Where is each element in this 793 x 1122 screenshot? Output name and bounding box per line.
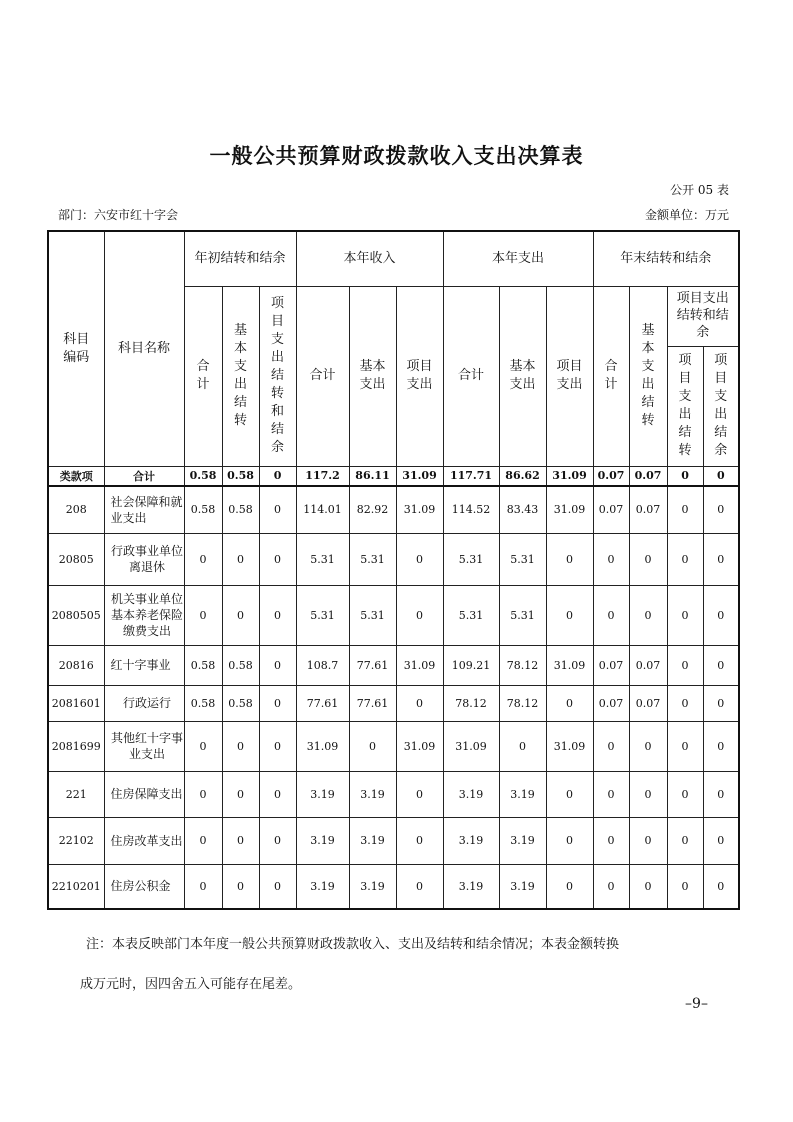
cell: 0 bbox=[546, 685, 593, 721]
cell: 3.19 bbox=[296, 864, 349, 909]
row-name: 行政运行 bbox=[104, 685, 184, 721]
cell: 31.09 bbox=[396, 645, 443, 685]
cell: 0.58 bbox=[184, 486, 222, 533]
cell: 0 bbox=[184, 585, 222, 645]
header-begin-total: 合计 bbox=[184, 286, 222, 466]
summary-code: 类款项 bbox=[48, 466, 104, 486]
cell: 0 bbox=[546, 533, 593, 585]
cell: 0 bbox=[222, 533, 259, 585]
row-name: 行政事业单位离退休 bbox=[104, 533, 184, 585]
cell: 86.62 bbox=[499, 466, 546, 486]
cell: 0 bbox=[546, 864, 593, 909]
table-row bbox=[48, 685, 739, 721]
cell: 0 bbox=[629, 771, 667, 817]
cell: 0 bbox=[259, 533, 296, 585]
row-name: 住房公积金 bbox=[104, 864, 184, 909]
cell: 77.61 bbox=[349, 645, 396, 685]
cell: 0 bbox=[396, 771, 443, 817]
cell: 0.07 bbox=[593, 486, 629, 533]
header-begin-project: 项目支出结转和结余 bbox=[259, 286, 296, 466]
cell: 114.01 bbox=[296, 486, 349, 533]
cell: 0.07 bbox=[629, 486, 667, 533]
cell: 77.61 bbox=[349, 685, 396, 721]
cell: 117.2 bbox=[296, 466, 349, 486]
cell: 0 bbox=[593, 585, 629, 645]
cell: 0.58 bbox=[184, 645, 222, 685]
footnote bbox=[80, 925, 726, 1005]
cell: 86.11 bbox=[349, 466, 396, 486]
cell: 0 bbox=[546, 771, 593, 817]
cell: 3.19 bbox=[349, 817, 396, 864]
cell: 0 bbox=[546, 817, 593, 864]
summary-name: 合计 bbox=[104, 466, 184, 486]
header-group-expense: 本年支出 bbox=[443, 231, 593, 286]
cell: 0 bbox=[667, 771, 703, 817]
cell: 0.07 bbox=[593, 645, 629, 685]
cell: 31.09 bbox=[546, 645, 593, 685]
row-name: 社会保障和就业支出 bbox=[104, 486, 184, 533]
cell: 0 bbox=[499, 721, 546, 771]
cell: 0 bbox=[703, 771, 739, 817]
cell: 5.31 bbox=[443, 585, 499, 645]
table-row bbox=[48, 585, 739, 645]
row-name: 住房保障支出 bbox=[104, 771, 184, 817]
cell: 0 bbox=[184, 533, 222, 585]
cell: 0 bbox=[396, 817, 443, 864]
cell: 31.09 bbox=[546, 486, 593, 533]
cell: 0 bbox=[667, 466, 703, 486]
cell: 31.09 bbox=[546, 466, 593, 486]
header-expense-total: 合计 bbox=[443, 286, 499, 466]
header-end-basic-carry: 基本支出结转 bbox=[629, 286, 667, 466]
cell: 0 bbox=[667, 817, 703, 864]
row-code: 208 bbox=[48, 486, 104, 533]
cell: 0.58 bbox=[222, 486, 259, 533]
row-name: 红十字事业 bbox=[104, 645, 184, 685]
cell: 0 bbox=[629, 864, 667, 909]
cell: 82.92 bbox=[349, 486, 396, 533]
cell: 3.19 bbox=[499, 771, 546, 817]
cell: 108.7 bbox=[296, 645, 349, 685]
header-group-income: 本年收入 bbox=[296, 231, 443, 286]
cell: 0 bbox=[259, 685, 296, 721]
cell: 0.58 bbox=[184, 685, 222, 721]
header-end-total: 合计 bbox=[593, 286, 629, 466]
cell: 0 bbox=[667, 645, 703, 685]
cell: 0.07 bbox=[629, 466, 667, 486]
page-title: 一般公共预算财政拨款收入支出决算表 bbox=[209, 144, 584, 168]
cell: 5.31 bbox=[349, 585, 396, 645]
cell: 0 bbox=[703, 721, 739, 771]
cell: 0 bbox=[222, 817, 259, 864]
table-row bbox=[48, 486, 739, 533]
cell: 0 bbox=[629, 585, 667, 645]
cell: 0 bbox=[259, 486, 296, 533]
cell: 78.12 bbox=[499, 685, 546, 721]
cell: 5.31 bbox=[296, 585, 349, 645]
header-name: 科目名称 bbox=[104, 231, 184, 466]
cell: 0 bbox=[703, 645, 739, 685]
cell: 0.58 bbox=[222, 645, 259, 685]
cell: 0 bbox=[396, 533, 443, 585]
budget-table bbox=[47, 230, 740, 910]
cell: 0 bbox=[259, 864, 296, 909]
row-code: 2081601 bbox=[48, 685, 104, 721]
row-name: 其他红十字事业支出 bbox=[104, 721, 184, 771]
cell: 0 bbox=[396, 685, 443, 721]
cell: 0.58 bbox=[222, 466, 259, 486]
cell: 3.19 bbox=[296, 771, 349, 817]
cell: 0 bbox=[593, 864, 629, 909]
cell: 109.21 bbox=[443, 645, 499, 685]
cell: 0 bbox=[222, 721, 259, 771]
cell: 0 bbox=[667, 685, 703, 721]
table-row bbox=[48, 533, 739, 585]
row-code: 2081699 bbox=[48, 721, 104, 771]
cell: 31.09 bbox=[396, 721, 443, 771]
row-code: 2080505 bbox=[48, 585, 104, 645]
cell: 0.58 bbox=[222, 685, 259, 721]
cell: 117.71 bbox=[443, 466, 499, 486]
cell: 0 bbox=[629, 721, 667, 771]
cell: 3.19 bbox=[296, 817, 349, 864]
cell: 31.09 bbox=[396, 466, 443, 486]
cell: 0 bbox=[259, 585, 296, 645]
cell: 0 bbox=[629, 533, 667, 585]
cell: 0 bbox=[667, 721, 703, 771]
cell: 0 bbox=[593, 817, 629, 864]
cell: 0 bbox=[703, 685, 739, 721]
cell: 3.19 bbox=[349, 864, 396, 909]
row-code: 2210201 bbox=[48, 864, 104, 909]
department-label: 部门：六安市红十字会 bbox=[58, 208, 179, 222]
cell: 0 bbox=[222, 585, 259, 645]
header-group-end: 年末结转和结余 bbox=[593, 231, 739, 286]
header-group-begin: 年初结转和结余 bbox=[184, 231, 296, 286]
row-name: 住房改革支出 bbox=[104, 817, 184, 864]
header-expense-basic: 基本支出 bbox=[499, 286, 546, 466]
page-number: –9– bbox=[685, 996, 708, 1012]
cell: 0 bbox=[184, 721, 222, 771]
cell: 31.09 bbox=[296, 721, 349, 771]
footnote-line-2: 成万元时，因四舍五入可能存在尾差。 bbox=[80, 977, 302, 992]
cell: 0 bbox=[396, 864, 443, 909]
cell: 3.19 bbox=[499, 817, 546, 864]
header-income-total: 合计 bbox=[296, 286, 349, 466]
row-code: 22102 bbox=[48, 817, 104, 864]
cell: 0 bbox=[667, 864, 703, 909]
cell: 0 bbox=[259, 466, 296, 486]
cell: 0 bbox=[259, 817, 296, 864]
cell: 0.58 bbox=[184, 466, 222, 486]
cell: 5.31 bbox=[296, 533, 349, 585]
cell: 0.07 bbox=[629, 645, 667, 685]
cell: 3.19 bbox=[499, 864, 546, 909]
header-end-project: 项目支出结转和结余 bbox=[667, 286, 739, 346]
cell: 31.09 bbox=[443, 721, 499, 771]
cell: 0 bbox=[546, 585, 593, 645]
cell: 5.31 bbox=[499, 585, 546, 645]
cell: 0 bbox=[349, 721, 396, 771]
cell: 0 bbox=[703, 486, 739, 533]
cell: 0 bbox=[593, 721, 629, 771]
row-code: 20805 bbox=[48, 533, 104, 585]
header-end-project-carry: 项目支出结转 bbox=[667, 346, 703, 466]
summary-row bbox=[48, 466, 739, 486]
cell: 0 bbox=[259, 771, 296, 817]
cell: 77.61 bbox=[296, 685, 349, 721]
header-expense-project: 项目支出 bbox=[546, 286, 593, 466]
cell: 0 bbox=[222, 771, 259, 817]
header-income-basic: 基本支出 bbox=[349, 286, 396, 466]
header-begin-basic-carry: 基本支出结转 bbox=[222, 286, 259, 466]
cell: 0 bbox=[703, 533, 739, 585]
cell: 3.19 bbox=[443, 771, 499, 817]
cell: 0 bbox=[593, 771, 629, 817]
cell: 5.31 bbox=[349, 533, 396, 585]
unit-label: 金额单位：万元 bbox=[644, 208, 729, 222]
header-code: 科目编码 bbox=[48, 231, 104, 466]
row-code: 221 bbox=[48, 771, 104, 817]
table-tag: 公开 05 表 bbox=[670, 183, 729, 197]
cell: 78.12 bbox=[443, 685, 499, 721]
cell: 0.07 bbox=[593, 466, 629, 486]
cell: 0 bbox=[703, 466, 739, 486]
cell: 114.52 bbox=[443, 486, 499, 533]
row-code: 20816 bbox=[48, 645, 104, 685]
cell: 5.31 bbox=[499, 533, 546, 585]
cell: 0 bbox=[184, 817, 222, 864]
cell: 0 bbox=[184, 771, 222, 817]
cell: 0 bbox=[667, 585, 703, 645]
cell: 83.43 bbox=[499, 486, 546, 533]
table-row bbox=[48, 721, 739, 771]
cell: 0 bbox=[703, 864, 739, 909]
cell: 0 bbox=[703, 585, 739, 645]
cell: 0 bbox=[222, 864, 259, 909]
cell: 78.12 bbox=[499, 645, 546, 685]
cell: 3.19 bbox=[443, 817, 499, 864]
footnote-line-1: 注：本表反映部门本年度一般公共预算财政拨款收入、支出及结转和结余情况；本表金额转换 bbox=[86, 937, 620, 952]
cell: 0 bbox=[259, 645, 296, 685]
cell: 31.09 bbox=[396, 486, 443, 533]
cell: 0 bbox=[667, 533, 703, 585]
table-row bbox=[48, 645, 739, 685]
cell: 0 bbox=[593, 533, 629, 585]
header-income-project: 项目支出 bbox=[396, 286, 443, 466]
cell: 3.19 bbox=[443, 864, 499, 909]
cell: 5.31 bbox=[443, 533, 499, 585]
cell: 0 bbox=[184, 864, 222, 909]
cell: 0 bbox=[259, 721, 296, 771]
cell: 0.07 bbox=[629, 685, 667, 721]
cell: 0 bbox=[396, 585, 443, 645]
cell: 0 bbox=[667, 486, 703, 533]
table-row bbox=[48, 771, 739, 817]
row-name: 机关事业单位基本养老保险缴费支出 bbox=[104, 585, 184, 645]
cell: 0 bbox=[703, 817, 739, 864]
table-row bbox=[48, 817, 739, 864]
cell: 0 bbox=[629, 817, 667, 864]
header-end-project-balance: 项目支出结余 bbox=[703, 346, 739, 466]
cell: 31.09 bbox=[546, 721, 593, 771]
table-row bbox=[48, 864, 739, 909]
cell: 0.07 bbox=[593, 685, 629, 721]
cell: 3.19 bbox=[349, 771, 396, 817]
